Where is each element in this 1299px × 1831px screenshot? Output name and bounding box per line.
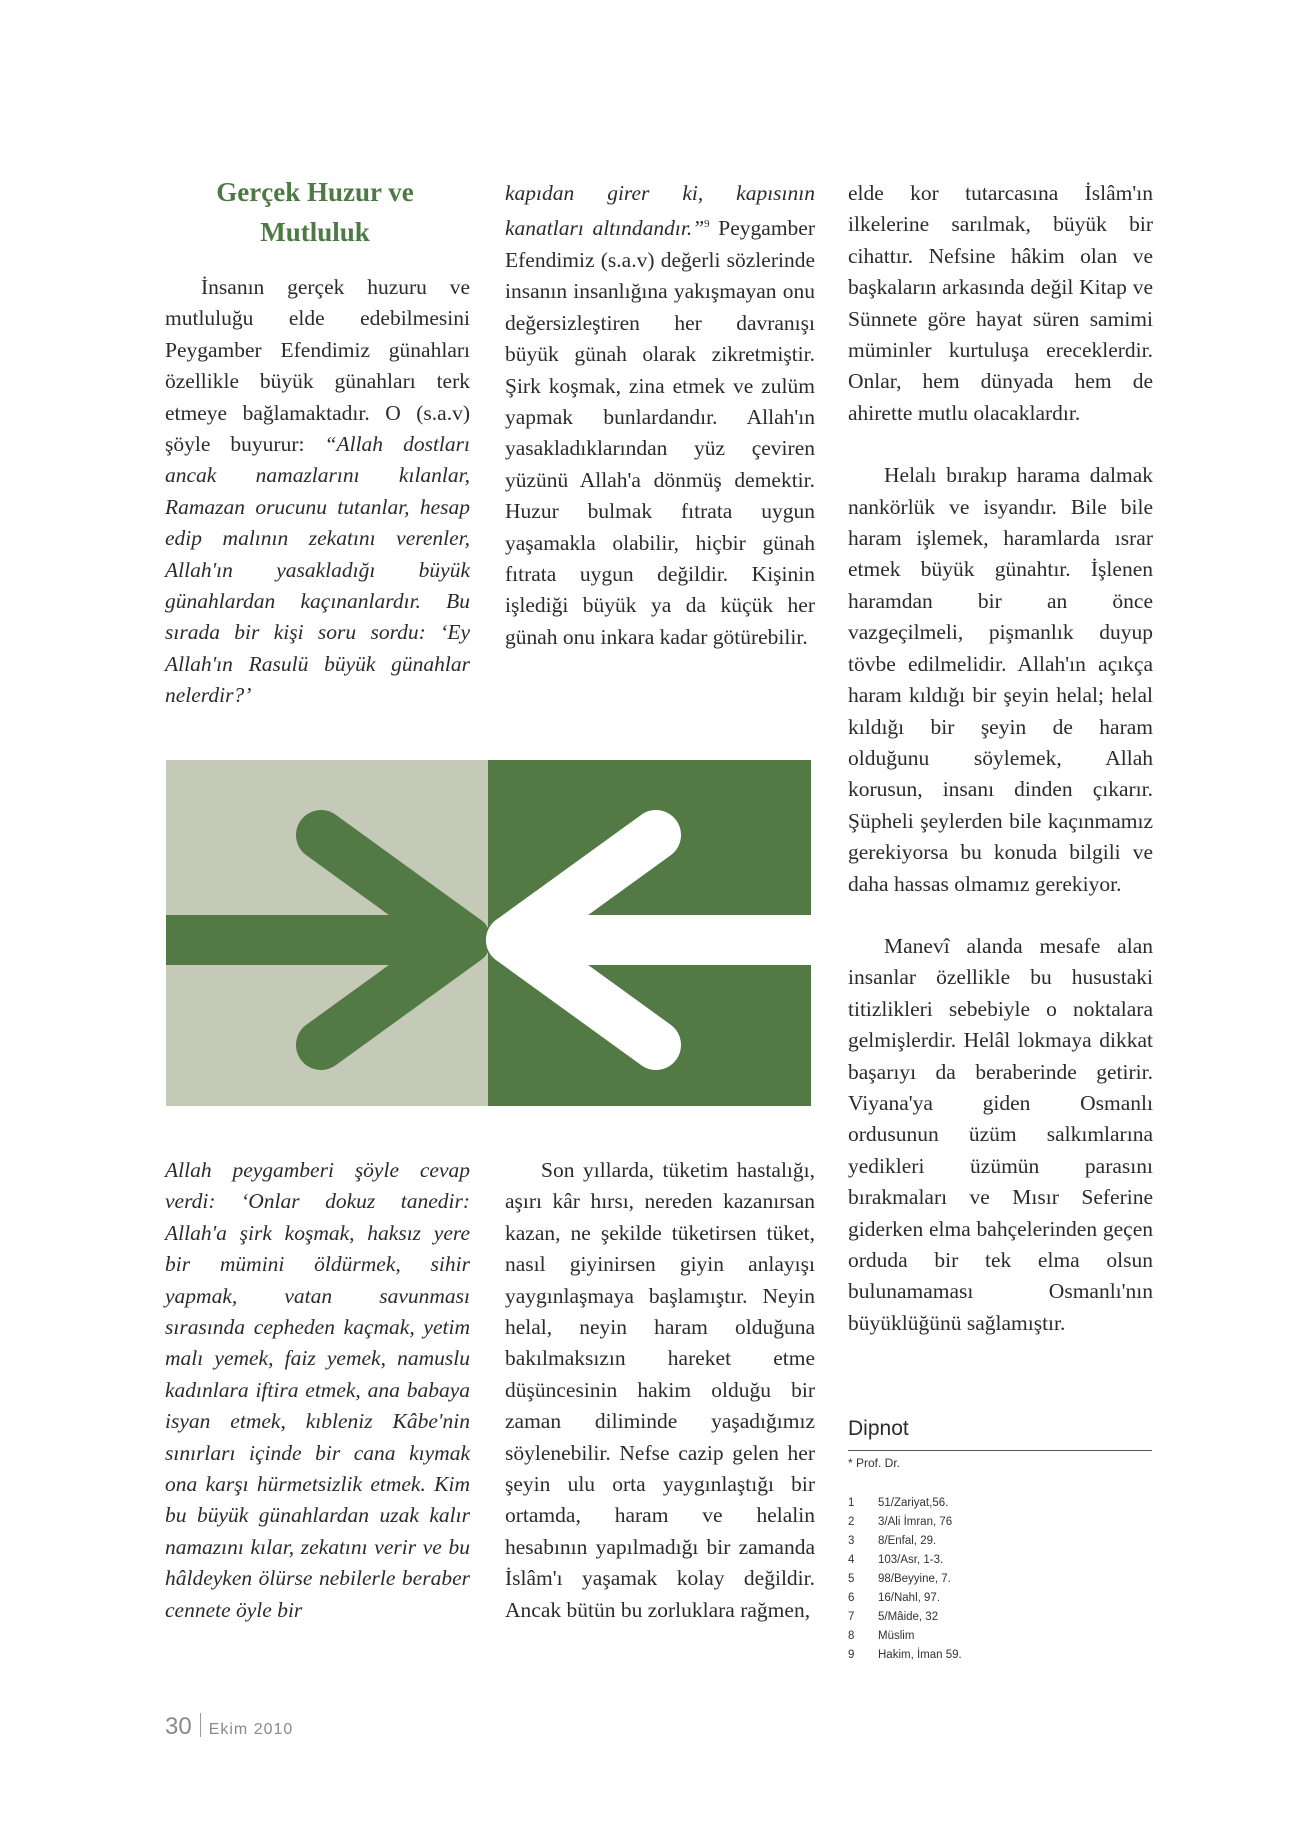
column-5 [505, 1155, 815, 1626]
footnote-number: 6 [848, 1592, 855, 1604]
column-1 [165, 272, 470, 712]
paragraph [505, 178, 815, 653]
footnote-number: 9 [848, 1649, 855, 1661]
footnote-number: 2 [848, 1516, 855, 1528]
article-title-line-1: Gerçek Huzur ve [216, 177, 414, 207]
article-title [165, 172, 465, 252]
quote-text: “Allah dostları ancak namazlarını kılanlar, Ramazan orucunu tutanlar, hesap edip malının zekatını verenler, Allah'ın yasakladığı büyük günahlardan kaçınanlardır. Bu sırada bir kişi soru sordu: ‘Ey Allah'ın Rasulü büyük günahlar nelerdir?’ [165, 432, 470, 708]
footnote-item [848, 1608, 1152, 1627]
footnote-item [848, 1627, 1152, 1646]
column-4 [165, 1155, 470, 1626]
footnote-text: 5/Mâide, 32 [878, 1611, 939, 1623]
footnote-text: 8/Enfal, 29. [878, 1535, 937, 1547]
issue-date: Ekim 2010 [208, 1721, 294, 1738]
footnote-text: Müslim [878, 1630, 915, 1642]
text-run: Peygamber Efendimiz (s.a.v) değerli sözlerinde insanın insanlığına yakışmayan onu değersizleştiren her davranışı büyük günah olarak zikretmiştir. Şirk koşmak, zina etmek ve zulüm yapmak bunlardandır. Allah'ın yasakladıklarından yüz çeviren yüzünü Allah'a dönmüş demektir. Huzur bulmak fıtrata uygun yaşamakla olabilir, hiçbir günah fıtrata uygun değildir. Kişinin işlediği büyük ya da küçük her günah onu inkara kadar götürebilir. [505, 216, 816, 649]
footnotes-heading: Dipnot [848, 1417, 909, 1440]
footnote-text: Hakim, İman 59. [878, 1649, 962, 1661]
paragraph: Helalı bırakıp harama dalmak nankörlük ve isyandır. Bile bile haram işlemek, haramlarda ısrar etmek büyük günahtır. İşlenen haramdan bir an önce vazgeçilmeli, pişmanlık duyup tövbe edilmelidir. Allah'ın açıkça haram kıldığı bir şeyin helal; helal kıldığı bir şeyin de haram olduğunu söylemek, Allah korusun, insanı dinden çıkarır. Şüpheli şeylerden bile kaçınmamız gerekiyorsa bu konuda bilgili ve daha hassas olmamız gerekiyor. [848, 463, 1153, 896]
footnote-item [848, 1589, 1152, 1608]
footnote-item [848, 1570, 1152, 1589]
footnote-number: 4 [848, 1554, 855, 1566]
article-title-line-2: Mutluluk [260, 217, 370, 247]
footnote-number: 1 [848, 1497, 855, 1509]
quote-text: kapıdan girer ki, kapısının kanatları altındandır.” [505, 181, 815, 241]
footnote-text: 51/Zariyat,56. [878, 1497, 949, 1509]
converging-arrows-icon [166, 760, 811, 1106]
footnotes-divider [848, 1450, 1152, 1451]
column-2 [505, 178, 815, 653]
paragraph: Manevî alanda mesafe alan insanlar özellikle bu husustaki titizlikleri sebebiyle o noktalara gelmişlerdir. Helâl lokmaya dikkat başarıyı da beraberinde getirir. Viyana'ya giden Osmanlı ordusunun üzüm salkımlarına yedikleri üzümün parasını bırakmaları ve Mısır Seferine giderken elma bahçelerinden geçen orduda bir tek elma olsun bulunamaması Osmanlı'nın büyüklüğünü sağlamıştır. [848, 933, 1153, 1335]
footnote-text: 16/Nahl, 97. [878, 1592, 941, 1604]
page-footer [165, 1713, 293, 1741]
paragraph [165, 272, 470, 712]
footnote-text: 98/Beyyine, 7. [878, 1573, 951, 1585]
paragraph: elde kor tutarcasına İslâm'ın ilkelerine sarılmak, büyük bir cihattır. Nefsine hâkim olan ve başkaların arkasında değil Kitap ve Sünnete göre hayat süren samimi müminler kurtuluşa ereceklerdir. Onlar, hem dünyada hem de ahirette mutlu olacaklardır. [848, 181, 1153, 425]
footnote-item [848, 1494, 1152, 1513]
footnote-ref: 9 [704, 218, 710, 231]
page-number: 30 [165, 1713, 192, 1740]
footnote-number: 8 [848, 1630, 855, 1642]
footnote-text: 103/Asr, 1-3. [878, 1554, 944, 1566]
footer-divider [200, 1713, 201, 1737]
footnote-text: 3/Ali İmran, 76 [878, 1516, 953, 1528]
paragraph: Son yıllarda, tüketim hastalığı, aşırı kâr hırsı, nereden kazanırsan kazan, ne şekilde tüketirsen tüket, nasıl giyinirsen giyin anlayışı yaygınlaşmaya başlamıştır. Neyin helal, neyin haram olduğuna bakılmaksızın hareket etme düşüncesinin hakim olduğu bir zaman diliminde yaşadığımız söylenebilir. Nefse cazip gelen her şeyin ulu orta yaygınlaştığı bir ortamda, haram ve helalin hesabının yapılmadığı bir zamanda İslâm'ı yaşamak kolay değildir. Ancak bütün bu zorluklara rağmen, [505, 1158, 815, 1622]
footnote-number: 7 [848, 1611, 855, 1623]
footnote-number: 5 [848, 1573, 855, 1585]
footnotes-list [848, 1494, 1152, 1665]
author-note: * Prof. Dr. [848, 1456, 901, 1470]
footnote-item [848, 1551, 1152, 1570]
paragraph: Allah peygamberi şöyle cevap verdi: ‘Onlar dokuz tanedir: Allah'a şirk koşmak, haksız yere bir mümini öldürmek, sihir yapmak, vatan savunması sırasında cepheden kaçmak, yetim malı yemek, faiz yemek, namuslu kadınlara iftira etmek, ana babaya isyan etmek, kıbleniz Kâbe'nin sınırları içinde bir cana kıymak ona karşı hürmetsizlik etmek. Kim bu büyük günahlardan uzak kalır namazını kılar, zekatını verir ve bu hâldeyken ölürse nebilerle beraber cennete öyle bir [165, 1158, 470, 1622]
footnote-item [848, 1513, 1152, 1532]
footnote-item [848, 1646, 1152, 1665]
footnote-number: 3 [848, 1535, 855, 1547]
column-3 [848, 178, 1153, 1339]
text-run: İnsanın gerçek huzuru ve mutluluğu elde edebilmesini Peygamber Efendimiz günahları özellikle büyük günahları terk etmeye bağlamaktadır. O (s.a.v) şöyle buyurur: [165, 275, 470, 457]
footnote-item [848, 1532, 1152, 1551]
